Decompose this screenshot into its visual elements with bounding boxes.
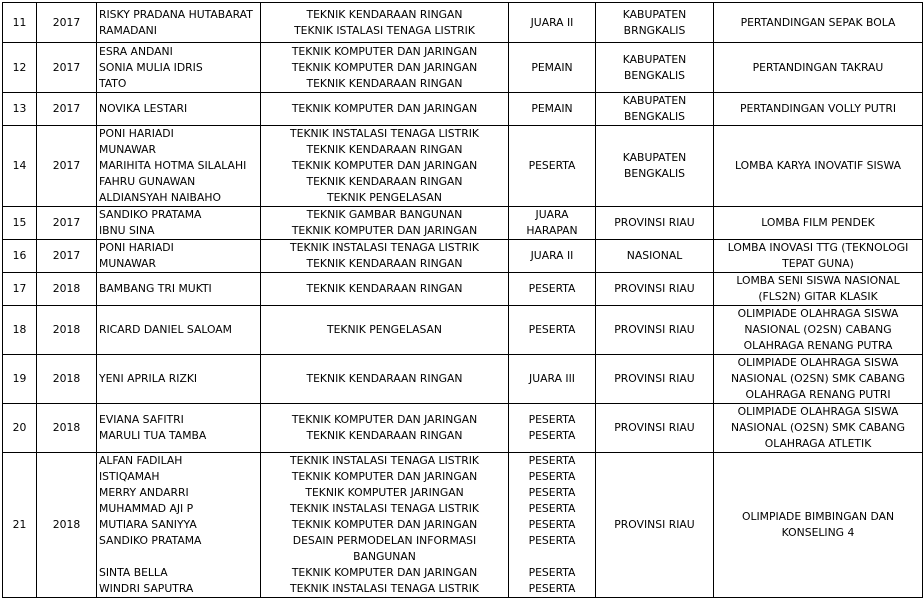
row-number-cell: 12 [3,43,37,93]
table-row [3,306,923,355]
majors-cell [261,207,509,240]
majors-line: TEKNIK INSTALASI TENAGA LISTRIK [290,454,479,467]
result-line: PESERTA [528,429,576,442]
year-cell: 2018 [37,453,97,598]
student-names-line: RICARD DANIEL SALOAM [99,323,232,336]
majors-line: TEKNIK KOMPUTER DAN JARINGAN [291,102,478,115]
table-row [3,93,923,126]
student-names-line: SANDIKO PRATAMA [99,534,202,547]
table-row [3,207,923,240]
student-names-line: MUNAWAR [99,143,157,156]
result-line: JUARA II [530,15,574,29]
table-row [3,273,923,306]
year-cell: 2017 [37,3,97,43]
student-names-line: SONIA MULIA IDRIS [99,60,203,74]
student-names-line: MARULI TUA TAMBA [99,429,207,442]
level-cell: NASIONAL [596,240,714,273]
table-row [3,3,923,43]
student-names-line: IBNU SINA [99,224,155,237]
majors-line: TEKNIK KOMPUTER DAN JARINGAN [291,60,478,74]
majors-cell [261,306,509,355]
majors-line: DESAIN PERMODELAN INFORMASI [292,534,477,547]
row-number-cell: 21 [3,453,37,598]
student-names-line: EVIANA SAFITRI [99,413,184,426]
student-names-line: MUTIARA SANIYYA [99,518,197,531]
result-line: PEMAIN [531,102,573,115]
result-line: PESERTA [528,582,576,595]
majors-cell [261,240,509,273]
table-row [3,355,923,404]
student-names-line: MUNAWAR [99,257,157,270]
event-cell: OLIMPIADE BIMBINGAN DAN KONSELING 4 [714,453,923,598]
table-row [3,126,923,207]
event-cell: PERTANDINGAN TAKRAU [714,43,923,93]
majors-line: TEKNIK KOMPUTER DAN JARINGAN [291,470,478,483]
student-names-line: TATO [99,76,127,90]
year-cell: 2018 [37,355,97,404]
year-cell: 2018 [37,273,97,306]
majors-cell [261,453,509,598]
level-cell: PROVINSI RIAU [596,404,714,453]
row-number-cell: 11 [3,3,37,43]
result-cell [509,93,596,126]
student-names-cell [97,404,261,453]
majors-line: TEKNIK KENDARAAN RINGAN [306,372,463,385]
level-cell: PROVINSI RIAU [596,273,714,306]
table-row [3,453,923,598]
row-number-cell: 14 [3,126,37,207]
result-line: PESERTA [528,282,576,295]
majors-line: TEKNIK KENDARAAN RINGAN [306,76,463,90]
student-names-cell [97,273,261,306]
event-cell: PERTANDINGAN VOLLY PUTRI [714,93,923,126]
result-cell [509,3,596,43]
student-names-line: YENI APRILA RIZKI [99,372,198,385]
result-cell [509,404,596,453]
majors-line: TEKNIK KENDARAAN RINGAN [306,282,463,295]
majors-line: TEKNIK KENDARAAN RINGAN [306,175,463,188]
majors-cell [261,43,509,93]
result-cell [509,273,596,306]
event-cell: LOMBA INOVASI TTG (TEKNOLOGI TEPAT GUNA) [714,240,923,273]
row-number-cell: 20 [3,404,37,453]
majors-line: TEKNIK INSTALASI TENAGA LISTRIK [290,582,479,595]
table-row [3,240,923,273]
row-number-cell: 18 [3,306,37,355]
result-cell [509,453,596,598]
year-cell: 2017 [37,43,97,93]
result-line [511,549,593,565]
student-names-cell [97,453,261,598]
majors-line: TEKNIK KOMPUTER DAN JARINGAN [291,566,478,579]
result-cell [509,240,596,273]
event-cell: LOMBA FILM PENDEK [714,207,923,240]
event-cell: OLIMPIADE OLAHRAGA SISWA NASIONAL (O2SN) SMK CABANG OLAHRAGA RENANG PUTRI [714,355,923,404]
majors-cell [261,355,509,404]
majors-cell [261,93,509,126]
student-names-cell [97,126,261,207]
student-names-cell [97,207,261,240]
majors-line: TEKNIK KOMPUTER DAN JARINGAN [291,44,478,58]
student-names-line: ALDIANSYAH NAIBAHO [99,191,221,204]
level-cell: KABUPATEN BENGKALIS [596,43,714,93]
result-line: PESERTA [528,413,576,426]
result-line: PESERTA [528,159,576,172]
student-names-line: BAMBANG TRI MUKTI [99,282,212,295]
majors-line: TEKNIK KOMPUTER DAN JARINGAN [291,518,478,531]
student-names-line: RAMADANI [99,23,157,37]
year-cell: 2017 [37,126,97,207]
student-names-line: ISTIQAMAH [99,470,160,483]
level-cell: KABUPATEN BENGKALIS [596,93,714,126]
student-names-line: MERRY ANDARRI [99,486,189,499]
student-names-cell [97,3,261,43]
majors-line: TEKNIK KENDARAAN RINGAN [306,143,463,156]
row-number-cell: 17 [3,273,37,306]
majors-line: BANGUNAN [353,550,416,563]
result-cell [509,207,596,240]
student-names-cell [97,93,261,126]
majors-line: TEKNIK KENDARAAN RINGAN [306,429,463,442]
level-cell: PROVINSI RIAU [596,355,714,404]
level-cell: PROVINSI RIAU [596,207,714,240]
majors-line: TEKNIK KOMPUTER DAN JARINGAN [291,413,478,426]
event-cell: OLIMPIADE OLAHRAGA SISWA NASIONAL (O2SN) CABANG OLAHRAGA RENANG PUTRA [714,306,923,355]
majors-line: TEKNIK INSTALASI TENAGA LISTRIK [290,241,479,254]
student-names-line: ESRA ANDANI [99,44,173,58]
level-cell: PROVINSI RIAU [596,453,714,598]
row-number-cell: 19 [3,355,37,404]
result-line: PESERTA [528,323,576,336]
majors-line: TEKNIK KOMPUTER DAN JARINGAN [291,159,478,172]
student-names-line: PONI HARIADI [99,241,174,254]
student-names-line: ALFAN FADILAH [99,454,183,467]
year-cell: 2018 [37,404,97,453]
result-cell [509,306,596,355]
result-line: PESERTA [528,518,576,531]
year-cell: 2018 [37,306,97,355]
event-cell: LOMBA KARYA INOVATIF SISWA [714,126,923,207]
student-names-line: WINDRI SAPUTRA [99,582,194,595]
table-row [3,404,923,453]
majors-line: TEKNIK PENGELASAN [326,323,443,336]
student-names-line: RISKY PRADANA HUTABARAT [99,7,253,21]
result-line: PESERTA [528,566,576,579]
result-cell [509,355,596,404]
result-line: PEMAIN [531,60,573,74]
level-cell: KABUPATEN BRNGKALIS [596,3,714,43]
student-names-cell [97,306,261,355]
majors-cell [261,273,509,306]
student-names-line: MARIHITA HOTMA SILALAHI [99,159,247,172]
majors-cell [261,404,509,453]
event-cell: PERTANDINGAN SEPAK BOLA [714,3,923,43]
result-cell [509,43,596,93]
student-names-line: PONI HARIADI [99,127,174,140]
majors-line: TEKNIK ISTALASI TENAGA LISTRIK [294,23,475,37]
student-names-line: MUHAMMAD AJI P [99,502,194,515]
achievements-table [2,2,923,598]
year-cell: 2017 [37,93,97,126]
result-line: PESERTA [528,502,576,515]
level-cell: PROVINSI RIAU [596,306,714,355]
majors-line: TEKNIK PENGELASAN [326,191,443,204]
majors-line: TEKNIK KOMPUTER DAN JARINGAN [291,224,478,237]
table-row [3,43,923,93]
result-line: JUARA II [530,249,574,262]
majors-line: TEKNIK GAMBAR BANGUNAN [306,208,463,221]
row-number-cell: 15 [3,207,37,240]
result-line: JUARA HARAPAN [526,208,578,237]
student-names-cell [97,355,261,404]
result-line: PESERTA [528,534,576,547]
year-cell: 2017 [37,240,97,273]
level-cell: KABUPATEN BENGKALIS [596,126,714,207]
result-line: PESERTA [528,470,576,483]
majors-line: TEKNIK INSTALASI TENAGA LISTRIK [290,502,479,515]
student-names-line [99,549,258,565]
result-cell [509,126,596,207]
student-names-cell [97,240,261,273]
event-cell: OLIMPIADE OLAHRAGA SISWA NASIONAL (O2SN) SMK CABANG OLAHRAGA ATLETIK [714,404,923,453]
majors-line: TEKNIK KOMPUTER JARINGAN [305,486,464,499]
majors-cell [261,3,509,43]
student-names-line: SINTA BELLA [99,566,168,579]
result-line: JUARA III [529,372,575,385]
majors-cell [261,126,509,207]
event-cell: LOMBA SENI SISWA NASIONAL (FLS2N) GITAR KLASIK [714,273,923,306]
majors-line: TEKNIK INSTALASI TENAGA LISTRIK [290,127,479,140]
student-names-line: NOVIKA LESTARI [99,102,188,115]
student-names-line: SANDIKO PRATAMA [99,208,202,221]
result-line: PESERTA [528,454,576,467]
student-names-line: FAHRU GUNAWAN [99,175,196,188]
majors-line: TEKNIK KENDARAAN RINGAN [306,257,463,270]
result-line: PESERTA [528,486,576,499]
year-cell: 2017 [37,207,97,240]
majors-line: TEKNIK KENDARAAN RINGAN [306,7,463,21]
row-number-cell: 16 [3,240,37,273]
row-number-cell: 13 [3,93,37,126]
student-names-cell [97,43,261,93]
